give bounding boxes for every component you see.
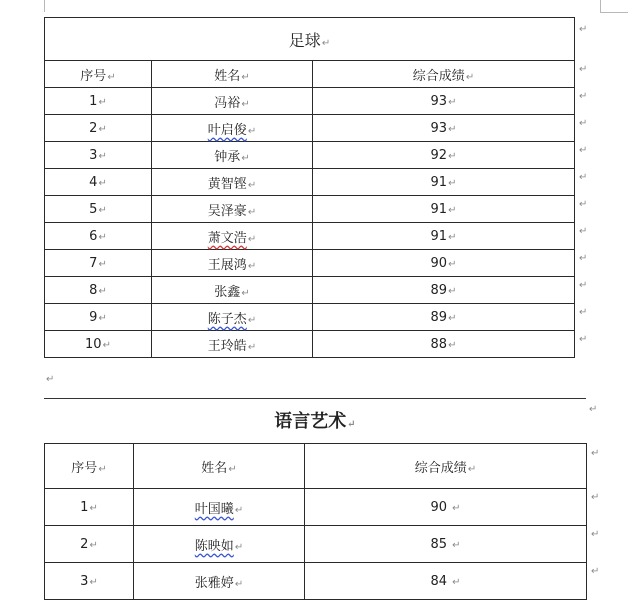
cell-rank[interactable]: 1↵ (45, 88, 152, 115)
language-arts-table (44, 443, 587, 600)
cell-score[interactable]: 93↵ (313, 115, 575, 142)
cell-rank[interactable]: 8↵ (45, 277, 152, 304)
paragraph-mark-icon: ↵ (241, 152, 250, 164)
cell-rank[interactable]: 5↵ (45, 196, 152, 223)
cell-rank[interactable]: 10↵ (45, 331, 152, 358)
paragraph-mark-icon: ↵ (98, 463, 107, 475)
paragraph-mark-icon: ↵ (452, 539, 461, 551)
header-cell[interactable]: 综合成绩↵ (313, 61, 575, 88)
paragraph-mark-icon: ↵ (448, 123, 457, 135)
paragraph-mark-icon: ↵ (241, 98, 250, 110)
header-cell[interactable]: 综合成绩↵ (305, 444, 587, 489)
row-end-mark-icon: ↵ (579, 199, 588, 210)
paragraph-mark-icon: ↵ (89, 576, 98, 588)
row-end-mark-icon: ↵ (579, 145, 588, 156)
cell-score[interactable]: 93↵ (313, 88, 575, 115)
cell-rank[interactable]: 3↵ (45, 563, 134, 600)
row-end-mark-icon: ↵ (591, 448, 600, 459)
row-end-mark-icon: ↵ (579, 253, 588, 264)
paragraph-mark-icon: ↵ (247, 125, 257, 137)
margin-corner-top-right (600, 0, 601, 12)
paragraph-mark-icon: ↵ (448, 204, 457, 216)
cell-score[interactable]: 92↵ (313, 142, 575, 169)
paragraph-mark-icon: ↵ (98, 231, 107, 243)
paragraph-mark-icon: ↵ (89, 502, 98, 514)
table-row (45, 169, 575, 196)
paragraph-mark-icon: ↵ (247, 233, 257, 245)
paragraph-mark-icon: ↵ (321, 37, 331, 49)
paragraph-mark-icon: ↵ (98, 312, 107, 324)
table-row (45, 526, 587, 563)
header-cell[interactable]: 姓名↵ (152, 61, 313, 88)
paragraph-mark-icon: ↵ (448, 150, 457, 162)
cell-score[interactable]: 90 ↵ (305, 489, 587, 526)
cell-score[interactable]: 91↵ (313, 196, 575, 223)
row-end-mark-icon: ↵ (579, 64, 588, 75)
paragraph-mark-icon: ↵ (98, 285, 107, 297)
header-cell[interactable]: 姓名↵ (134, 444, 305, 489)
paragraph-mark-icon: ↵ (98, 123, 107, 135)
cell-score[interactable]: 89↵ (313, 304, 575, 331)
cell-name[interactable]: 张鑫↵ (152, 277, 313, 304)
paragraph-mark-icon: ↵ (448, 339, 457, 351)
paragraph-mark-icon: ↵ (247, 260, 257, 272)
cell-rank[interactable]: 9↵ (45, 304, 152, 331)
cell-name[interactable]: 叶启俊↵ (152, 115, 313, 142)
row-end-mark-icon: ↵ (591, 492, 600, 503)
paragraph-mark-icon: ↵ (241, 287, 250, 299)
paragraph-mark-icon: ↵ (448, 258, 457, 270)
cell-score[interactable]: 85 ↵ (305, 526, 587, 563)
cell-rank[interactable]: 4↵ (45, 169, 152, 196)
cell-score[interactable]: 91↵ (313, 223, 575, 250)
cell-name[interactable]: 陈子杰↵ (152, 304, 313, 331)
cell-name[interactable]: 王玲皓↵ (152, 331, 313, 358)
paragraph-mark-icon: ↵ (234, 504, 244, 516)
cell-name[interactable]: 黄智铿↵ (152, 169, 313, 196)
paragraph-mark-icon: ↵ (347, 419, 356, 430)
football-title: 足球 (288, 30, 321, 50)
cell-name[interactable]: 王展鸿↵ (152, 250, 313, 277)
paragraph-mark-icon: ↵ (228, 463, 237, 475)
margin-corner-top-right-h (600, 12, 628, 13)
cell-name[interactable]: 冯裕↵ (152, 88, 313, 115)
table-row (45, 250, 575, 277)
row-end-mark-icon: ↵ (579, 280, 588, 291)
table-row (45, 331, 575, 358)
language-arts-heading[interactable] (44, 407, 586, 433)
row-end-mark-icon: ↵ (591, 529, 600, 540)
paragraph-mark-icon: ↵ (247, 206, 257, 218)
cell-name[interactable]: 陈映如↵ (134, 526, 305, 563)
row-end-mark-icon: ↵ (591, 566, 600, 577)
cell-score[interactable]: 89↵ (313, 277, 575, 304)
cell-name[interactable]: 叶国曦↵ (134, 489, 305, 526)
table-row (45, 277, 575, 304)
paragraph-mark-icon: ↵ (247, 179, 257, 191)
paragraph-mark-icon: ↵ (234, 578, 244, 590)
cell-rank[interactable]: 1↵ (45, 489, 134, 526)
cell-rank[interactable]: 2↵ (45, 526, 134, 563)
paragraph-mark-icon: ↵ (448, 312, 457, 324)
language-arts-title: 语言艺术 (274, 411, 347, 432)
cell-name[interactable]: 钟承↵ (152, 142, 313, 169)
table-row (45, 563, 587, 600)
margin-corner-top-left (44, 0, 45, 12)
table-row (45, 88, 575, 115)
table-row (45, 196, 575, 223)
paragraph-mark-icon: ↵ (89, 539, 98, 551)
header-cell[interactable]: 序号↵ (45, 444, 134, 489)
empty-paragraph-mark-icon[interactable]: ↵ (46, 374, 55, 385)
cell-score[interactable]: 84 ↵ (305, 563, 587, 600)
table-row (45, 142, 575, 169)
cell-rank[interactable]: 3↵ (45, 142, 152, 169)
paragraph-mark-icon: ↵ (448, 231, 457, 243)
paragraph-mark-icon: ↵ (452, 576, 461, 588)
paragraph-mark-icon: ↵ (448, 285, 457, 297)
cell-score[interactable]: 88↵ (313, 331, 575, 358)
row-end-mark-icon: ↵ (589, 404, 598, 415)
paragraph-mark-icon: ↵ (98, 96, 107, 108)
row-end-mark-icon: ↵ (579, 91, 588, 102)
paragraph-mark-icon: ↵ (234, 541, 244, 553)
table-row (45, 223, 575, 250)
paragraph-mark-icon: ↵ (465, 71, 475, 83)
header-cell[interactable]: 序号↵ (45, 61, 152, 88)
table-row (45, 304, 575, 331)
cell-rank[interactable]: 7↵ (45, 250, 152, 277)
table-header-row (45, 61, 575, 88)
paragraph-mark-icon: ↵ (107, 71, 116, 83)
row-end-mark-icon: ↵ (579, 172, 588, 183)
table-row (45, 115, 575, 142)
row-end-mark-icon: ↵ (579, 226, 588, 237)
football-table (44, 17, 575, 358)
paragraph-mark-icon: ↵ (98, 177, 107, 189)
row-end-mark-icon: ↵ (579, 334, 588, 345)
paragraph-mark-icon: ↵ (102, 339, 111, 351)
cell-name[interactable]: 萧文浩↵ (152, 223, 313, 250)
paragraph-mark-icon: ↵ (247, 341, 257, 353)
paragraph-mark-icon: ↵ (448, 177, 457, 189)
paragraph-mark-icon: ↵ (467, 463, 477, 475)
cell-score[interactable]: 90↵ (313, 250, 575, 277)
table-header-row (45, 444, 587, 489)
paragraph-mark-icon: ↵ (452, 502, 461, 514)
cell-rank[interactable]: 2↵ (45, 115, 152, 142)
cell-rank[interactable]: 6↵ (45, 223, 152, 250)
paragraph-mark-icon: ↵ (98, 150, 107, 162)
table-row (45, 489, 587, 526)
cell-name[interactable]: 张雅婷↵ (134, 563, 305, 600)
cell-name[interactable]: 吴泽豪↵ (152, 196, 313, 223)
paragraph-mark-icon: ↵ (98, 258, 107, 270)
horizontal-rule (44, 398, 586, 399)
paragraph-mark-icon: ↵ (241, 71, 250, 83)
row-end-mark-icon: ↵ (579, 307, 588, 318)
paragraph-mark-icon: ↵ (247, 314, 257, 326)
paragraph-mark-icon: ↵ (98, 204, 107, 216)
football-title-cell[interactable] (45, 18, 575, 61)
row-end-mark-icon: ↵ (579, 118, 588, 129)
row-end-mark-icon: ↵ (579, 24, 588, 35)
paragraph-mark-icon: ↵ (448, 96, 457, 108)
cell-score[interactable]: 91↵ (313, 169, 575, 196)
